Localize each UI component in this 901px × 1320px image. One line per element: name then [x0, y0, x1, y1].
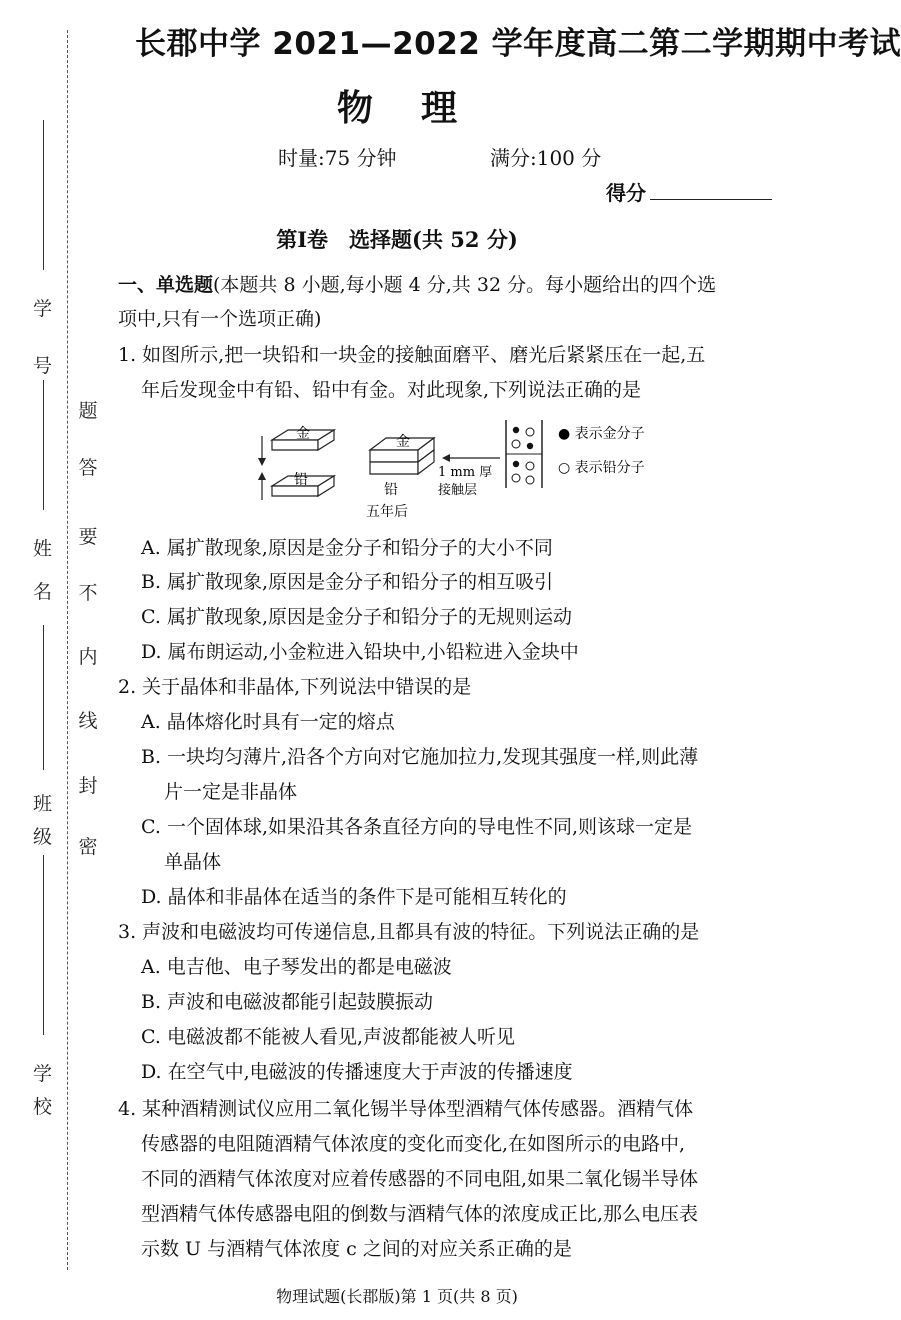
q2-option-b: B. 一块均匀薄片,沿各个方向对它施加拉力,发现其强度一样,则此薄 [141, 746, 699, 768]
q2-stem: 2. 关于晶体和非晶体,下列说法中错误的是 [118, 676, 472, 698]
legend-gold: ● 表示金分子 [558, 426, 645, 442]
q3-option-b: B. 声波和电磁波都能引起鼓膜振动 [141, 991, 434, 1013]
part-note-2: 项中,只有一个选项正确) [118, 308, 322, 330]
q3-option-d: D. 在空气中,电磁波的传播速度大于声波的传播速度 [141, 1061, 573, 1083]
score-label: 得分 [606, 181, 646, 205]
q2-option-b-cont: 片一定是非晶体 [164, 781, 298, 803]
id-char-xue: 学 [33, 298, 53, 320]
full-score: 满分:100 分 [490, 146, 602, 170]
class-field-line [43, 855, 44, 1035]
page-footer: 物理试题(长郡版)第 1 页(共 8 页) [276, 1287, 518, 1306]
class-char-ji: 级 [33, 826, 53, 848]
q1-stem-2: 年后发现金中有铅、铅中有金。对此现象,下列说法正确的是 [141, 379, 642, 401]
up-arrow-head [258, 472, 266, 480]
layer-thickness: 1 mm 厚 [438, 465, 493, 480]
seal-char-4: 内 [78, 646, 98, 668]
seal-char-7: 密 [78, 836, 98, 858]
seal-char-0: 题 [78, 400, 98, 422]
q2-option-d: D. 晶体和非晶体在适当的条件下是可能相互转化的 [141, 886, 567, 908]
stack-gold-label: 金 [396, 434, 410, 450]
layer-label: 接触层 [438, 483, 478, 498]
q1-option-c: C. 属扩散现象,原因是金分子和铅分子的无规则运动 [141, 606, 572, 628]
molecule-box [506, 420, 542, 488]
five-years-label: 五年后 [366, 504, 408, 520]
q3-stem: 3. 声波和电磁波均可传递信息,且都具有波的特征。下列说法正确的是 [118, 921, 700, 943]
name-field-line [43, 625, 44, 770]
q4-line-4: 型酒精气体传感器电阻的倒数与酒精气体的浓度成正比,那么电压表 [141, 1203, 699, 1225]
down-arrow-head [258, 458, 266, 466]
q1-figure [250, 418, 690, 528]
name-label [33, 540, 53, 602]
zoom-arrow-head [442, 454, 450, 462]
gold-label: 金 [296, 426, 310, 442]
time-limit: 时量:75 分钟 [278, 146, 397, 170]
q2-option-c-cont: 单晶体 [164, 851, 222, 873]
q4-line-2: 传感器的电阻随酒精气体浓度的变化而变化,在如图所示的电路中, [141, 1133, 686, 1155]
q3-option-c: C. 电磁波都不能被人看见,声波都能被人听见 [141, 1026, 515, 1048]
name-char-ming: 名 [33, 581, 53, 603]
class-char-ban: 班 [33, 793, 53, 815]
class-label [33, 795, 53, 847]
school-label [33, 1065, 53, 1117]
q1-stem-1: 1. 如图所示,把一块铅和一块金的接触面磨平、磨光后紧紧压在一起,五 [118, 344, 706, 366]
seal-char-1: 答 [78, 457, 98, 479]
q4-line-5: 示数 U 与酒精气体浓度 c 之间的对应关系正确的是 [141, 1238, 572, 1260]
id-char-hao: 号 [33, 355, 53, 377]
q2-option-a: A. 晶体熔化时具有一定的熔点 [141, 711, 395, 733]
q1-option-d: D. 属布朗运动,小金粒进入铅块中,小铅粒进入金块中 [141, 641, 579, 663]
id-label [33, 300, 53, 376]
id-field-line-2 [43, 380, 44, 510]
school-char-xiao: 校 [33, 1096, 53, 1118]
part-heading-line [118, 274, 716, 297]
seal-char-3: 不 [78, 582, 98, 604]
seal-char-6: 封 [78, 775, 98, 797]
part-heading: 一、单选题 [118, 274, 214, 296]
legend-lead: ○ 表示铅分子 [558, 460, 645, 476]
seal-char-2: 要 [78, 526, 98, 548]
q4-line-1: 4. 某种酒精测试仪应用二氧化锡半导体型酒精气体传感器。酒精气体 [118, 1098, 694, 1120]
seal-char-5: 线 [78, 710, 98, 732]
seal-dashed-line [67, 30, 68, 1270]
section-title: 第Ⅰ卷 选择题(共 52 分) [276, 227, 518, 252]
name-char-xing: 姓 [33, 538, 53, 560]
stack-lead-label: 铅 [384, 482, 398, 498]
q2-option-c: C. 一个固体球,如果沿其各条直径方向的导电性不同,则该球一定是 [141, 816, 693, 838]
q3-option-a: A. 电吉他、电子琴发出的都是电磁波 [141, 956, 452, 978]
q4-line-3: 不同的酒精气体浓度对应着传感器的不同电阻,如果二氧化锡半导体 [141, 1168, 699, 1190]
score-blank[interactable] [650, 199, 772, 200]
part-note-1: (本题共 8 小题,每小题 4 分,共 32 分。每小题给出的四个选 [213, 274, 717, 296]
q1-option-b: B. 属扩散现象,原因是金分子和铅分子的相互吸引 [141, 571, 554, 593]
lead-label: 铅 [294, 472, 308, 488]
q1-option-a: A. 属扩散现象,原因是金分子和铅分子的大小不同 [141, 537, 553, 559]
school-char-xue: 学 [33, 1063, 53, 1085]
exam-title: 长郡中学 2021—2022 学年度高二第二学期期中考试 [135, 26, 901, 62]
subject-title: 物理 [336, 88, 505, 129]
